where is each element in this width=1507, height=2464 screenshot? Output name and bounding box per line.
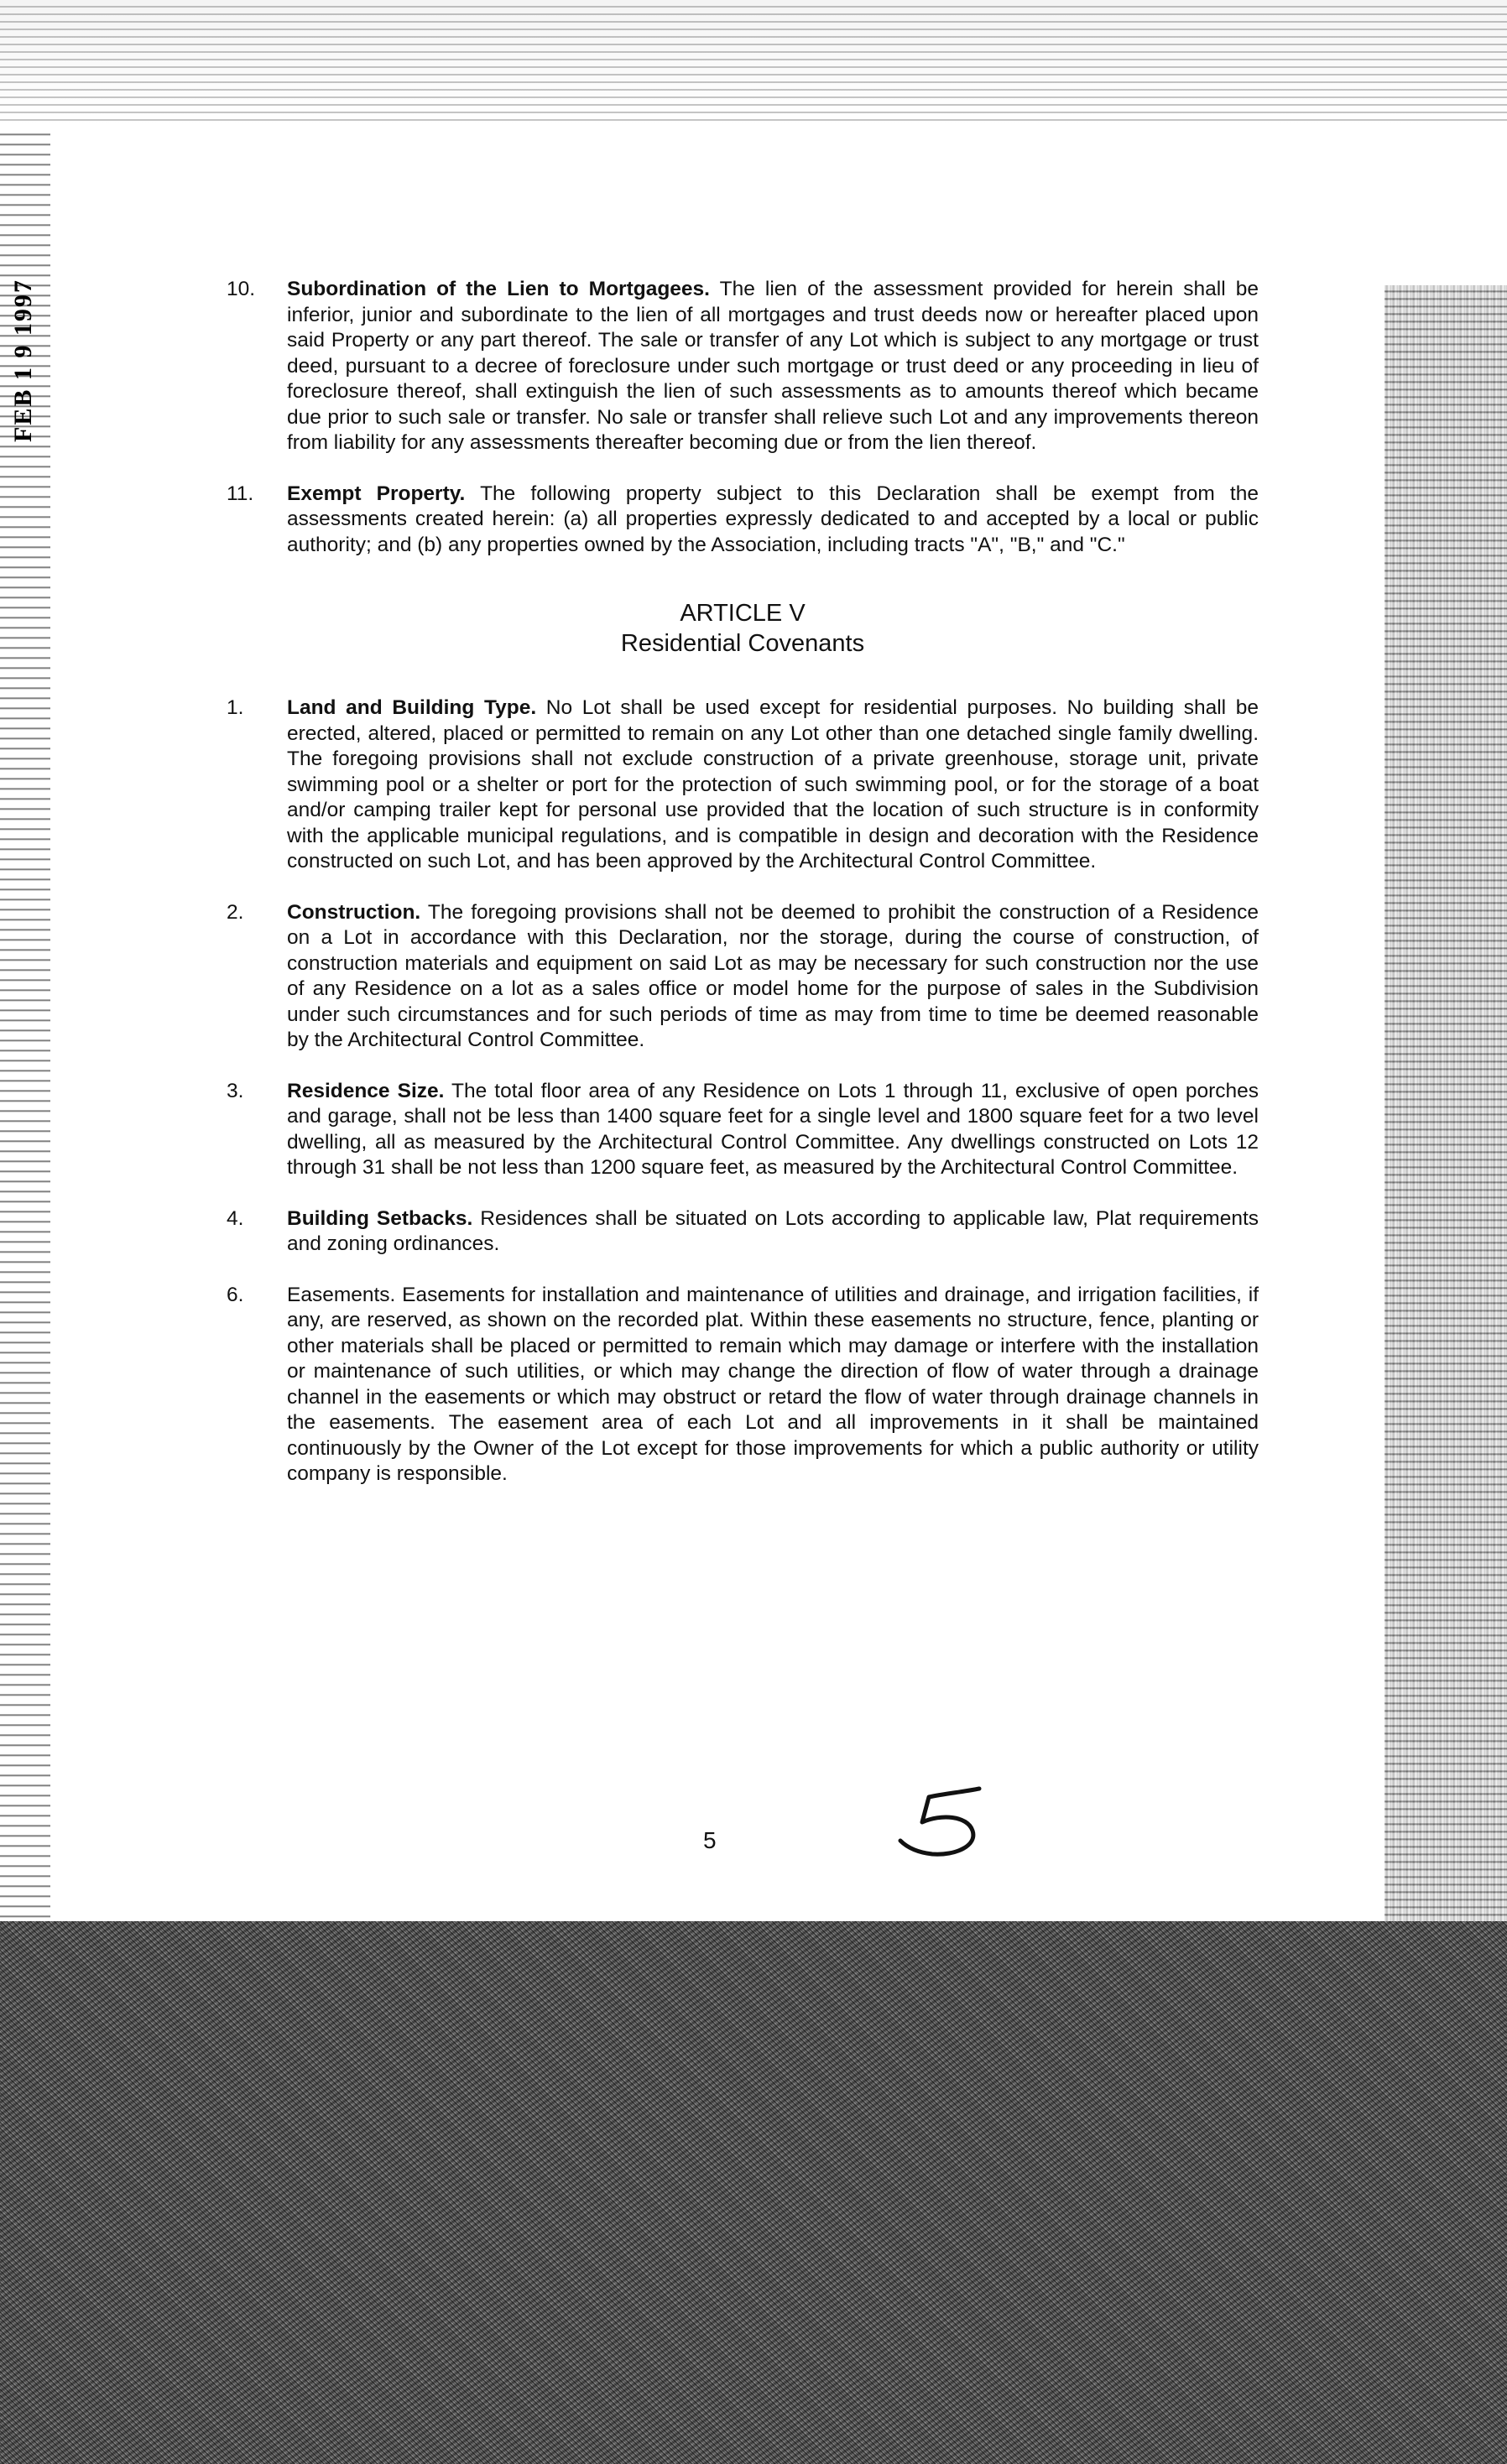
section-body: Easements. Easements for installation and maintenance of utilities and drainage, and irrigation facilities, if any, are reserved, as shown on the recorded plat. Within these easements no structure, fence, planting or other materials shall be placed or permitted to remain which may damage or interfere with the installation or maintenance of such utilities, or which may change the direction of flow of water through a drainage channel in the easements or which may obstruct or retard the flow of water through drainage channels in the easements. The easement area of each Lot and all improvements in it shall be maintained continuously by the Owner of the Lot except for those improvements for which a public authority or utility company is responsible.	[287, 1283, 1259, 1485]
section-heading: Construction.	[287, 900, 421, 924]
article-title: ARTICLE V	[680, 600, 806, 627]
handwritten-five-icon	[885, 1779, 994, 1862]
margin-stamp: FEB 1 9 1997	[9, 279, 37, 443]
section-body: The total floor area of any Residence on Lots 1 through 11, exclusive of open porches and garage, shall not be less than 1400 square feet for a single level and 1800 square feet for a two level dwelling, all as measured by the Architectural Control Committee. Any dwellings constructed on Lots 12 through 31 shall be not less than 1200 square feet, as measured by the Architectural Control Committee.	[287, 1079, 1259, 1179]
section-body: Residences shall be situated on Lots according to applicable law, Plat requirements and zoning ordinances.	[287, 1206, 1259, 1255]
covenant-3	[227, 1079, 1259, 1181]
page-number: 5	[703, 1827, 717, 1853]
section-heading: Residence Size.	[287, 1079, 445, 1102]
section-10	[227, 277, 1259, 456]
scan-artifact-top	[0, 0, 1507, 126]
section-number: 10.	[227, 278, 256, 300]
article-heading	[227, 598, 1259, 659]
handwritten-page-number	[885, 1779, 994, 1862]
section-number: 1.	[227, 696, 244, 719]
section-number: 4.	[227, 1206, 244, 1230]
covenant-1	[227, 695, 1259, 875]
section-number: 6.	[227, 1283, 244, 1306]
document-page	[227, 277, 1259, 1487]
section-number: 11.	[227, 482, 254, 505]
section-number: 3.	[227, 1079, 244, 1102]
section-heading: Land and Building Type.	[287, 696, 537, 719]
section-body: The foregoing provisions shall not be deemed to prohibit the construction of a Residence on a Lot in accordance with this Declaration, nor the storage, during the course of construction, of construction materials and equipment on said Lot as may be necessary for such construction nor the use of any Residence on a lot as a sales office or model home for the purpose of sales in the Subdivision under such circumstances and for such periods of time as may from time to time be deemed reasonable by the Architectural Control Committee.	[287, 900, 1259, 1051]
section-11	[227, 482, 1259, 559]
section-body: No Lot shall be used except for residential purposes. No building shall be erected, altered, placed or permitted to remain on any Lot other than one detached single family dwelling. The foregoing provisions shall not exclude construction of a private greenhouse, storage unit, private swimming pool or a shelter or port for the protection of such swimming pool, or for the storage of a boat and/or camping trailer kept for personal use provided that the location of such structure is in conformity with the applicable municipal regulations, and is compatible in design and decoration with the Residence constructed on such Lot, and has been approved by the Architectural Control Committee.	[287, 696, 1259, 873]
scan-artifact-bottom	[0, 1921, 1507, 2464]
section-heading: Exempt Property.	[287, 482, 466, 505]
section-heading: Building Setbacks.	[287, 1206, 473, 1230]
covenant-6	[227, 1283, 1259, 1487]
covenant-2	[227, 900, 1259, 1054]
section-body: The lien of the assessment provided for herein shall be inferior, junior and subordinate to the lien of all mortgages and trust deeds now or hereafter placed upon said Property or any part thereof. The sale or transfer of any Lot which is subject to any mortgage or trust deed, pursuant to a decree of foreclosure under such mortgage or trust deed or any proceeding in lieu of foreclosure thereof, shall extinguish the lien of such assessments as to amounts thereof which became due prior to such sale or transfer. No sale or transfer shall relieve such Lot and any improvements thereon from liability for any assessments thereafter becoming due or from the lien thereof.	[287, 278, 1259, 454]
section-number: 2.	[227, 900, 244, 924]
section-body: The following property subject to this Declaration shall be exempt from the assessments created herein: (a) all properties expressly dedicated to and accepted by a local or public authority; and (b) any properties owned by the Association, including tracts "A", "B," and "C."	[287, 482, 1259, 556]
section-heading: Subordination of the Lien to Mortgagees.	[287, 278, 710, 300]
covenant-4	[227, 1206, 1259, 1258]
article-subtitle: Residential Covenants	[620, 630, 865, 657]
